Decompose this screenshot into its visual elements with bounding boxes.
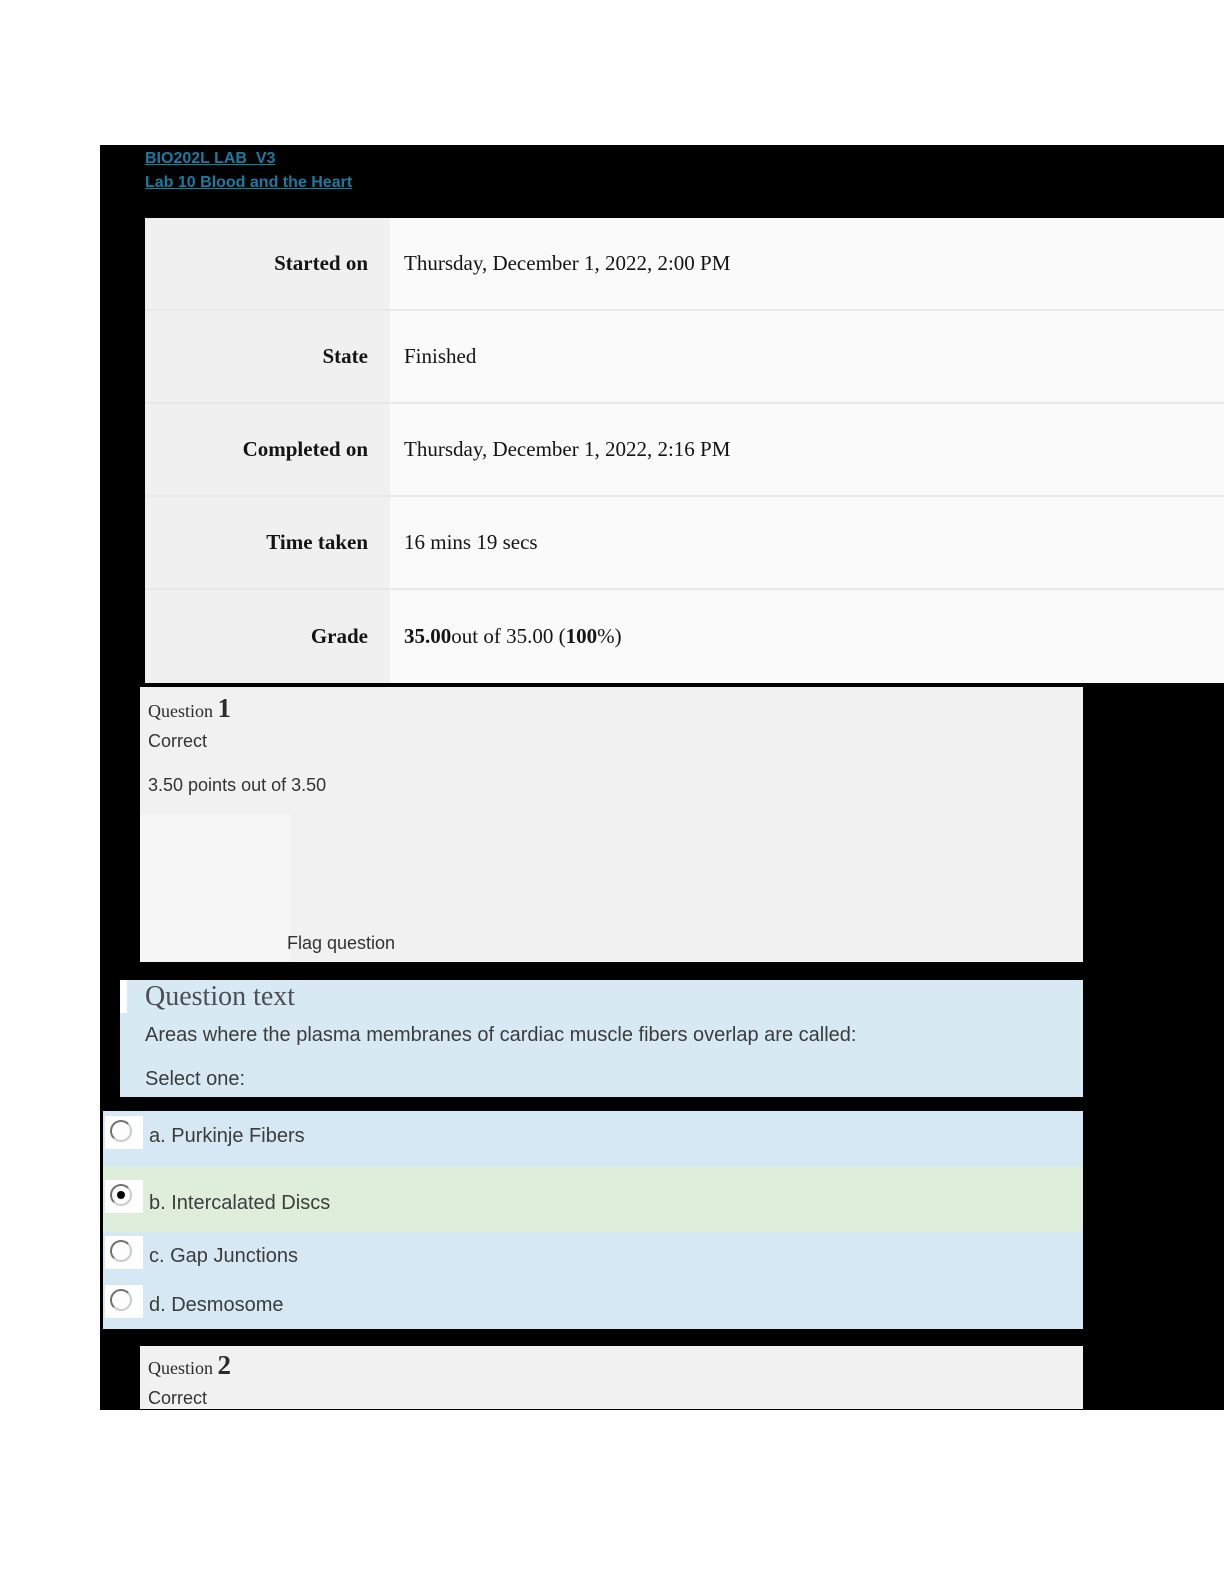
row-value: Thursday, December 1, 2022, 2:00 PM xyxy=(390,218,1224,309)
radio-cell xyxy=(105,1236,143,1269)
option-label: b. Intercalated Discs xyxy=(149,1192,331,1214)
question-1-info-panel xyxy=(140,687,1083,962)
left-notch-decoration xyxy=(120,980,127,1013)
select-one-prompt: Select one: xyxy=(145,1068,246,1090)
row-value: Thursday, December 1, 2022, 2:16 PM xyxy=(390,404,1224,495)
row-label: Grade xyxy=(145,590,390,683)
quiz-link[interactable]: Lab 10 Blood and the Heart xyxy=(145,174,353,191)
question-number xyxy=(148,1350,231,1381)
radio-button[interactable] xyxy=(110,1184,132,1206)
radio-cell xyxy=(105,1180,143,1213)
question-2-info-panel xyxy=(140,1346,1083,1409)
question-number-value: 1 xyxy=(217,693,231,723)
row-value: Finished xyxy=(390,311,1224,402)
radio-button[interactable] xyxy=(110,1289,132,1311)
row-label: State xyxy=(145,311,390,402)
radio-cell xyxy=(105,1116,143,1149)
row-label: Completed on xyxy=(145,404,390,495)
course-link[interactable]: BIO202L LAB_V3 xyxy=(145,150,276,167)
radio-cell xyxy=(105,1285,143,1318)
table-row-grade xyxy=(145,590,1224,683)
option-label: a. Purkinje Fibers xyxy=(149,1125,305,1147)
flag-question-link[interactable]: Flag question xyxy=(287,933,396,953)
question-number xyxy=(148,693,231,724)
grade-mid: out of 35.00 ( xyxy=(451,624,566,648)
option-label: c. Gap Junctions xyxy=(149,1245,298,1267)
table-row xyxy=(145,404,1224,497)
flag-icon-placeholder xyxy=(140,815,290,961)
grade-end: %) xyxy=(597,624,622,648)
question-status: Correct xyxy=(148,1388,208,1408)
attempt-summary-table xyxy=(145,218,1224,683)
option-label: d. Desmosome xyxy=(149,1294,284,1316)
question-word: Question xyxy=(148,701,213,721)
answer-option-b[interactable] xyxy=(103,1167,1083,1232)
table-row xyxy=(145,497,1224,590)
question-text-heading: Question text xyxy=(145,981,296,1012)
answer-option-c[interactable] xyxy=(103,1232,1083,1281)
row-value: 16 mins 19 secs xyxy=(390,497,1224,588)
grade-percent: 100 xyxy=(565,624,598,648)
grade-value xyxy=(390,590,1224,683)
question-text-body: Areas where the plasma membranes of cardiac muscle fibers overlap are called: xyxy=(145,1024,857,1046)
question-points: 3.50 points out of 3.50 xyxy=(148,775,327,795)
question-text-panel xyxy=(120,980,1083,1097)
row-label: Time taken xyxy=(145,497,390,588)
table-row xyxy=(145,218,1224,311)
question-number-value: 2 xyxy=(217,1350,231,1380)
grade-score: 35.00 xyxy=(404,624,452,648)
breadcrumb xyxy=(145,147,352,195)
radio-button[interactable] xyxy=(110,1120,132,1142)
question-word: Question xyxy=(148,1358,213,1378)
answer-option-d[interactable] xyxy=(103,1281,1083,1329)
radio-button[interactable] xyxy=(110,1240,132,1262)
question-status: Correct xyxy=(148,731,208,751)
row-label: Started on xyxy=(145,218,390,309)
answer-option-a[interactable] xyxy=(103,1111,1083,1167)
table-row xyxy=(145,311,1224,404)
